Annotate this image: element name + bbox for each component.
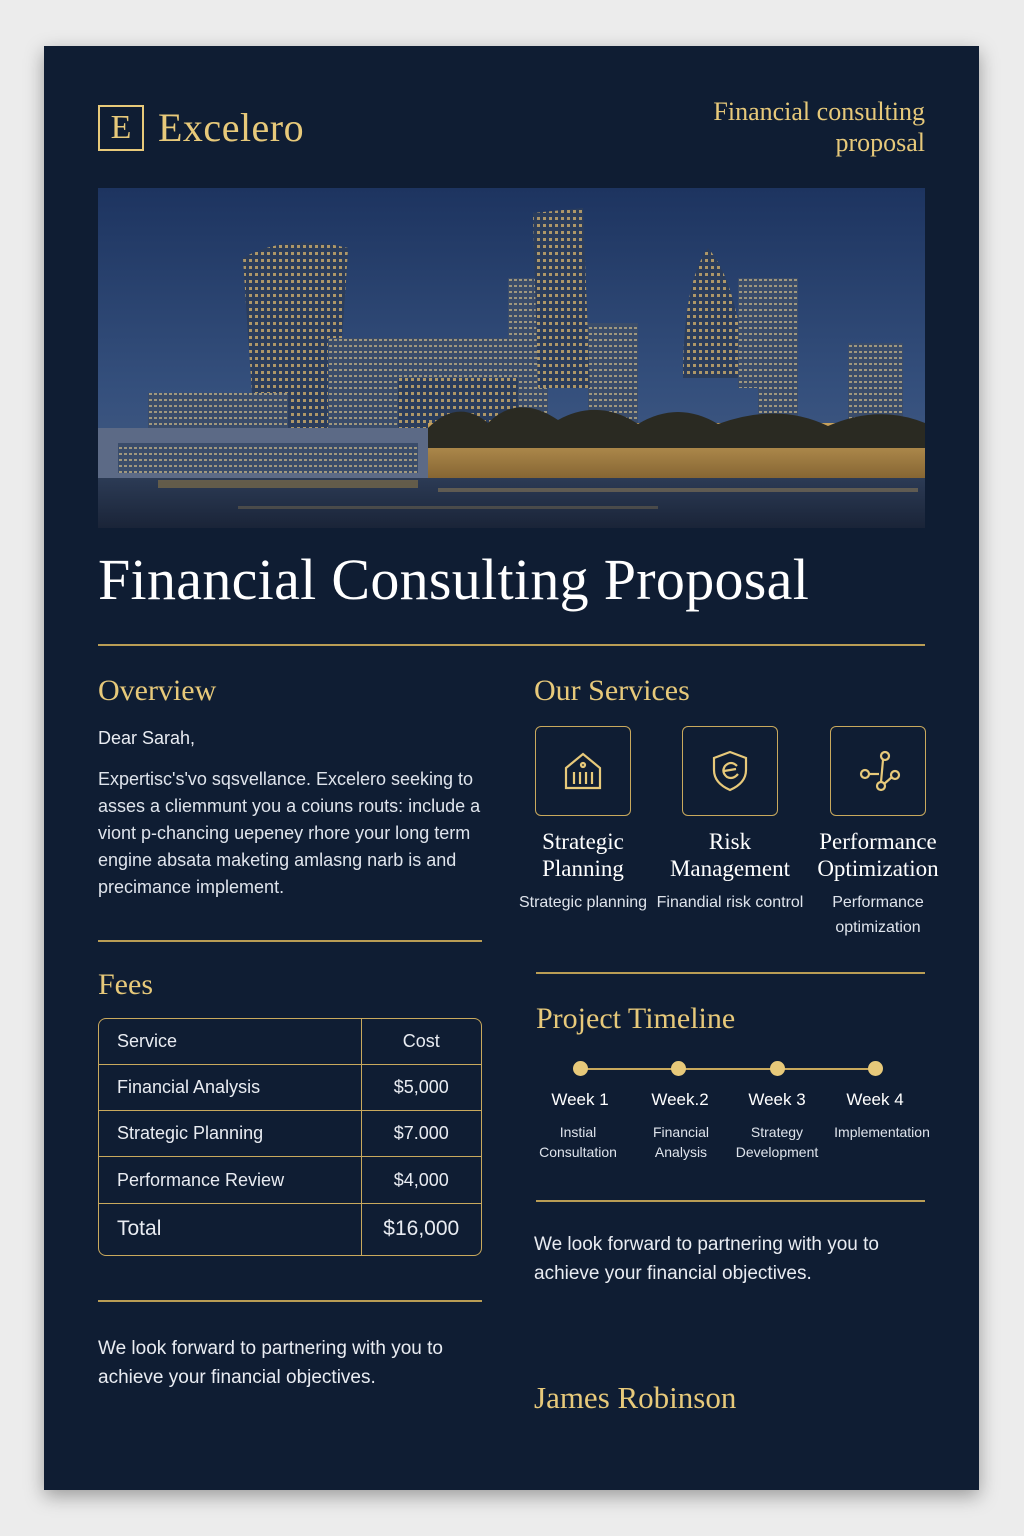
overview-divider — [98, 940, 482, 942]
service-title: Performance Optimization — [817, 829, 939, 881]
table-row — [99, 1064, 481, 1110]
timeline-week: Week.2 — [651, 1090, 709, 1109]
brand-logo — [98, 104, 304, 151]
service-title: Risk Management — [669, 829, 791, 881]
timeline-week: Week 3 — [748, 1090, 806, 1109]
row-service: Financial Analysis — [99, 1064, 361, 1110]
timeline-step-label: Strategy Development — [735, 1124, 819, 1160]
fees-heading: Fees — [98, 968, 153, 1001]
table-row — [99, 1111, 481, 1157]
timeline-divider — [536, 1200, 925, 1202]
service-subtitle: Strategic planning — [518, 894, 648, 911]
logo-mark-icon: E — [98, 105, 144, 151]
row-cost: $4,000 — [361, 1157, 481, 1203]
timeline-week: Week 4 — [846, 1090, 904, 1109]
closing-right: We look forward to partnering with you to achieve your financial objectives. — [534, 1234, 879, 1284]
timeline-heading: Project Timeline — [536, 1002, 736, 1035]
total-label: Total — [117, 1217, 162, 1241]
service-performance-optimization — [818, 726, 938, 940]
row-service: Performance Review — [99, 1157, 361, 1203]
service-subtitle: Finandial risk control — [656, 894, 804, 911]
services-heading: Our Services — [534, 674, 690, 707]
timeline-step-label: Instial Consultation — [539, 1124, 617, 1160]
greeting: Dear Sarah, — [98, 728, 196, 748]
service-strategic-planning — [518, 726, 648, 915]
service-risk-management — [656, 726, 804, 915]
timeline-dot — [770, 1061, 785, 1076]
row-cost: $7.000 — [361, 1111, 481, 1157]
services-divider — [536, 972, 925, 974]
signature: James Robinson — [534, 1380, 737, 1415]
header-cost: Cost — [361, 1019, 481, 1064]
closing-left: We look forward to partnering with you to achieve your financial objectives. — [98, 1338, 443, 1388]
proposal-document — [44, 46, 979, 1490]
overview-body: Expertisc's'vo sqsvellance. Excelero seeking to asses a cliemmunt you a coiuns routs: include a viont p-chancing uepeney rhore your long term engine absata maketing amlasng narb is and precimance implement. — [98, 769, 481, 897]
network-nodes-icon — [830, 726, 926, 816]
row-service: Strategic Planning — [99, 1111, 361, 1157]
fees-table — [98, 1018, 482, 1256]
total-cost: $16,000 — [361, 1203, 481, 1255]
shield-icon — [682, 726, 778, 816]
overview-heading: Overview — [98, 674, 217, 707]
table-row — [99, 1157, 481, 1203]
city-skyline-image — [98, 188, 925, 528]
timeline-dot — [671, 1061, 686, 1076]
timeline-step-label: Financial Analysis — [652, 1124, 710, 1160]
table-header-row — [99, 1019, 481, 1064]
bank-building-icon — [535, 726, 631, 816]
timeline-step-label: Implementation — [834, 1124, 930, 1140]
table-total-row — [99, 1203, 481, 1255]
timeline-line — [580, 1068, 876, 1070]
title-divider — [98, 644, 925, 646]
timeline-week: Week 1 — [551, 1090, 609, 1109]
service-title: Strategic Planning — [542, 829, 624, 881]
service-subtitle: Performance optimization — [832, 894, 924, 936]
row-cost: $5,000 — [361, 1064, 481, 1110]
header-tagline: Financial consulting proposal — [713, 97, 925, 157]
hero-image — [98, 188, 925, 528]
header-service: Service — [99, 1019, 361, 1064]
page-title: Financial Consulting Proposal — [98, 547, 810, 612]
timeline-dot — [573, 1061, 588, 1076]
fees-divider — [98, 1300, 482, 1302]
brand-name: Excelero — [158, 105, 305, 150]
timeline-dot — [868, 1061, 883, 1076]
